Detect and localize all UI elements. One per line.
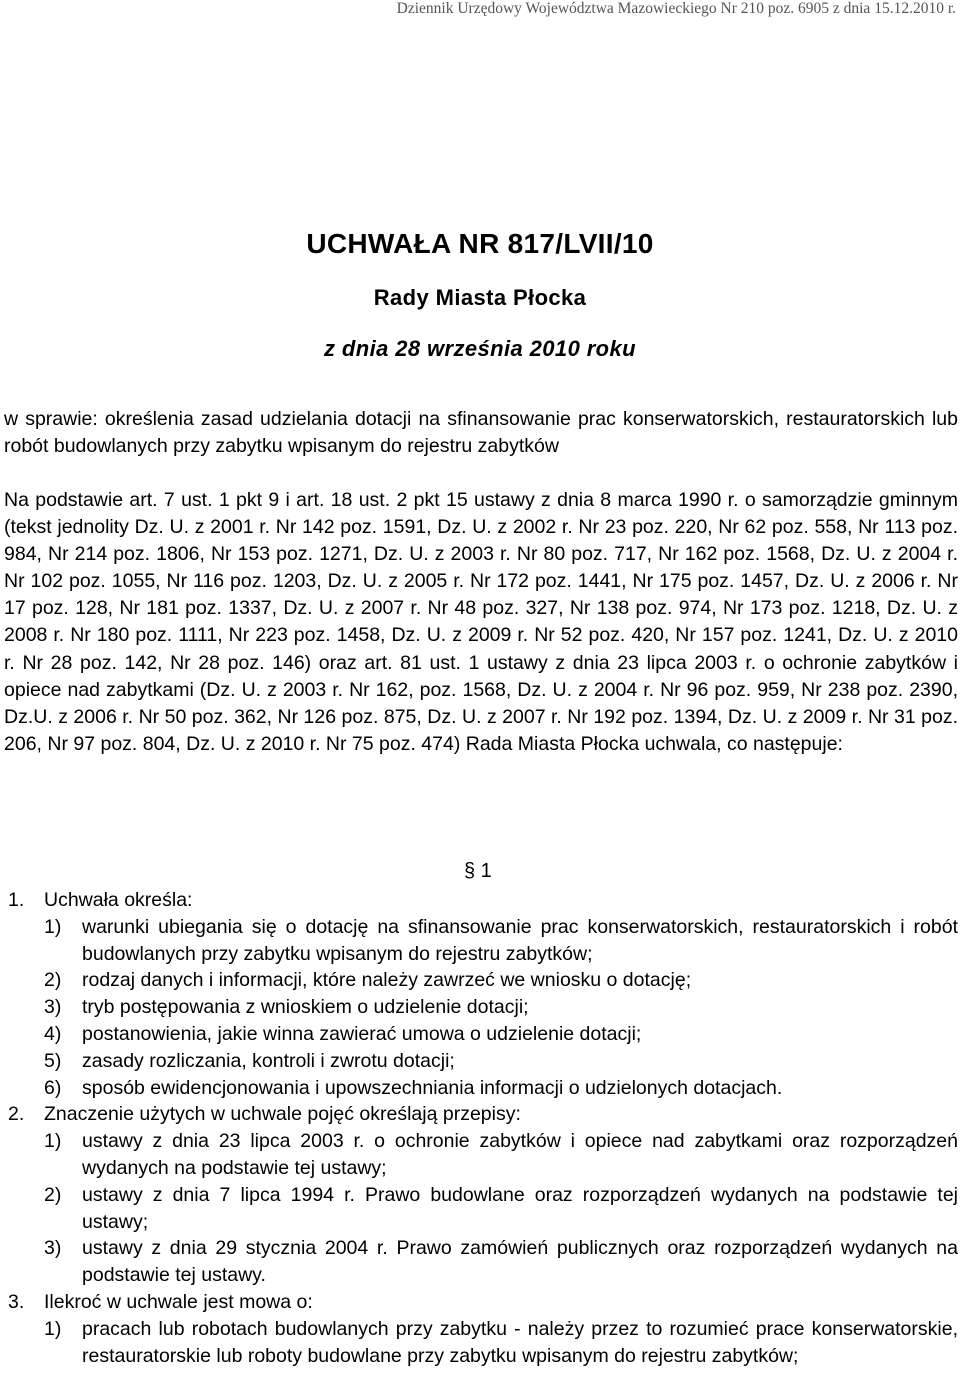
item-text: warunki ubiegania się o dotację na sfinansowanie prac konserwatorskich, restauratorskich i robót budowlanych przy zabytku wpisanym do rejestru zabytków;: [82, 915, 958, 965]
item-number: 5): [44, 1049, 62, 1072]
resolution-title: UCHWAŁA NR 817/LVII/10: [306, 228, 654, 259]
legal-basis: Na podstawie art. 7 ust. 1 pkt 9 i art. 18 ust. 2 pkt 15 ustawy z dnia 8 marca 1990 r. o samorządzie gminnym (tekst jednolity Dz. U. z 2001 r. Nr 142 poz. 1591, Dz. U. z 2002 r. Nr 23 poz. 220, Nr 62 poz. 558, Nr 113 poz. 984, Nr 214 poz. 1806, Nr 153 poz. 1271, Dz. U. z 2003 r. Nr 80 poz. 717, Nr 162 poz. 1568, Dz. U. z 2004 r. Nr 102 poz. 1055, Nr 116 poz. 1203, Dz. U. z 2005 r. Nr 172 poz. 1441, Nr 175 poz. 1457, Dz. U. z 2006 r. Nr 17 poz. 128, Nr 181 poz. 1337, Dz. U. z 2007 r. Nr 48 poz. 327, Nr 138 poz. 974, Nr 173 poz. 1218, Dz. U. z 2008 r. Nr 180 poz. 1111, Nr 223 poz. 1458, Dz. U. z 2009 r. Nr 52 poz. 420, Nr 157 poz. 1241, Dz. U. z 2010 r. Nr 28 poz. 142, Nr 28 poz. 146) oraz art. 81 ust. 1 ustawy z dnia 23 lipca 2003 r. o ochronie zabytków i opiece nad zabytkami (Dz. U. z 2003 r. Nr 162, poz. 1568, Dz. U. z 2004 r. Nr 96 poz. 959, Nr 238 poz. 2390, Dz.U. z 2006 r. Nr 50 poz. 362, Nr 126 poz. 875, Dz. U. z 2007 r. Nr 192 poz. 1394, Dz. U. z 2009 r. Nr 31 poz. 206, Nr 97 poz. 804, Dz. U. z 2010 r. Nr 75 poz. 474) Rada Miasta Płocka uchwala, co następuje:: [4, 489, 958, 755]
item-number: 2): [44, 969, 62, 992]
item-text: zasady rozliczania, kontroli i zwrotu dotacji;: [82, 1049, 455, 1072]
list-item: [44, 1182, 958, 1236]
section-mark: § 1: [464, 860, 492, 882]
item-number: 1): [44, 915, 62, 938]
list-item: [44, 1048, 958, 1075]
item-number: 2): [44, 1183, 62, 1206]
point-text: Uchwała określa:: [44, 889, 193, 911]
item-text: pracach lub robotach budowlanych przy zabytku - należy przez to rozumieć prace konserwatorskie, restauratorskie lub roboty budowlane przy zabytku wpisanym do rejestru zabytków;: [82, 1317, 958, 1367]
item-number: 6): [44, 1076, 62, 1099]
list-item: [44, 967, 958, 994]
point-text: Znaczenie użytych w uchwale pojęć określają przepisy:: [44, 1103, 521, 1126]
list-item: [44, 994, 958, 1021]
item-number: 3): [44, 996, 62, 1019]
item-text: ustawy z dnia 29 stycznia 2004 r. Prawo zamówień publicznych oraz rozporządzeń wydanych na podstawie tej ustawy.: [82, 1237, 958, 1287]
council-name: Rady Miasta Płocka: [373, 285, 587, 310]
item-text: postanowienia, jakie winna zawierać umowa o udzielenie dotacji;: [82, 1022, 642, 1045]
item-number: 1): [44, 1130, 62, 1153]
item-text: rodzaj danych i informacji, które należy zawrzeć we wniosku o dotację;: [82, 969, 692, 992]
point-number: 1.: [8, 889, 25, 911]
list-item: [44, 1128, 958, 1182]
item-number: 3): [44, 1237, 62, 1260]
point-text: Ilekroć w uchwale jest mowa o:: [44, 1290, 313, 1313]
item-text: ustawy z dnia 23 lipca 2003 r. o ochronie zabytków i opiece nad zabytkami oraz rozporządzeń wydanych na podstawie tej ustawy;: [82, 1130, 958, 1179]
item-text: ustawy z dnia 7 lipca 1994 r. Prawo budowlane oraz rozporządzeń wydanych na podstawie tej ustawy;: [82, 1183, 958, 1233]
item-text: sposób ewidencjonowania i upowszechniania informacji o udzielonych dotacjach.: [82, 1076, 783, 1099]
list-item: [44, 1075, 958, 1102]
point: [4, 1289, 958, 1369]
resolution-date: z dnia 28 września 2010 roku: [323, 336, 636, 361]
item-number: 1): [44, 1317, 62, 1340]
resolution-subject: w sprawie: określenia zasad udzielania dotacji na sfinansowanie prac konserwatorskich, restauratorskich lub robót budowlanych przy zabytku wpisanym do rejestru zabytków: [4, 408, 958, 457]
section-points: [4, 887, 958, 1369]
list-item: [44, 1235, 958, 1289]
list-item: [44, 914, 958, 968]
list-item: [44, 1021, 958, 1048]
point-number: 3.: [8, 1290, 25, 1313]
journal-header: Dziennik Urzędowy Województwa Mazowieckiego Nr 210 poz. 6905 z dnia 15.12.2010 r.: [396, 0, 956, 17]
list-item: [44, 1316, 958, 1370]
point-number: 2.: [8, 1103, 25, 1126]
item-text: tryb postępowania z wnioskiem o udzielenie dotacji;: [82, 996, 529, 1019]
point: [4, 1101, 958, 1289]
point: [4, 887, 958, 1101]
item-number: 4): [44, 1022, 62, 1045]
